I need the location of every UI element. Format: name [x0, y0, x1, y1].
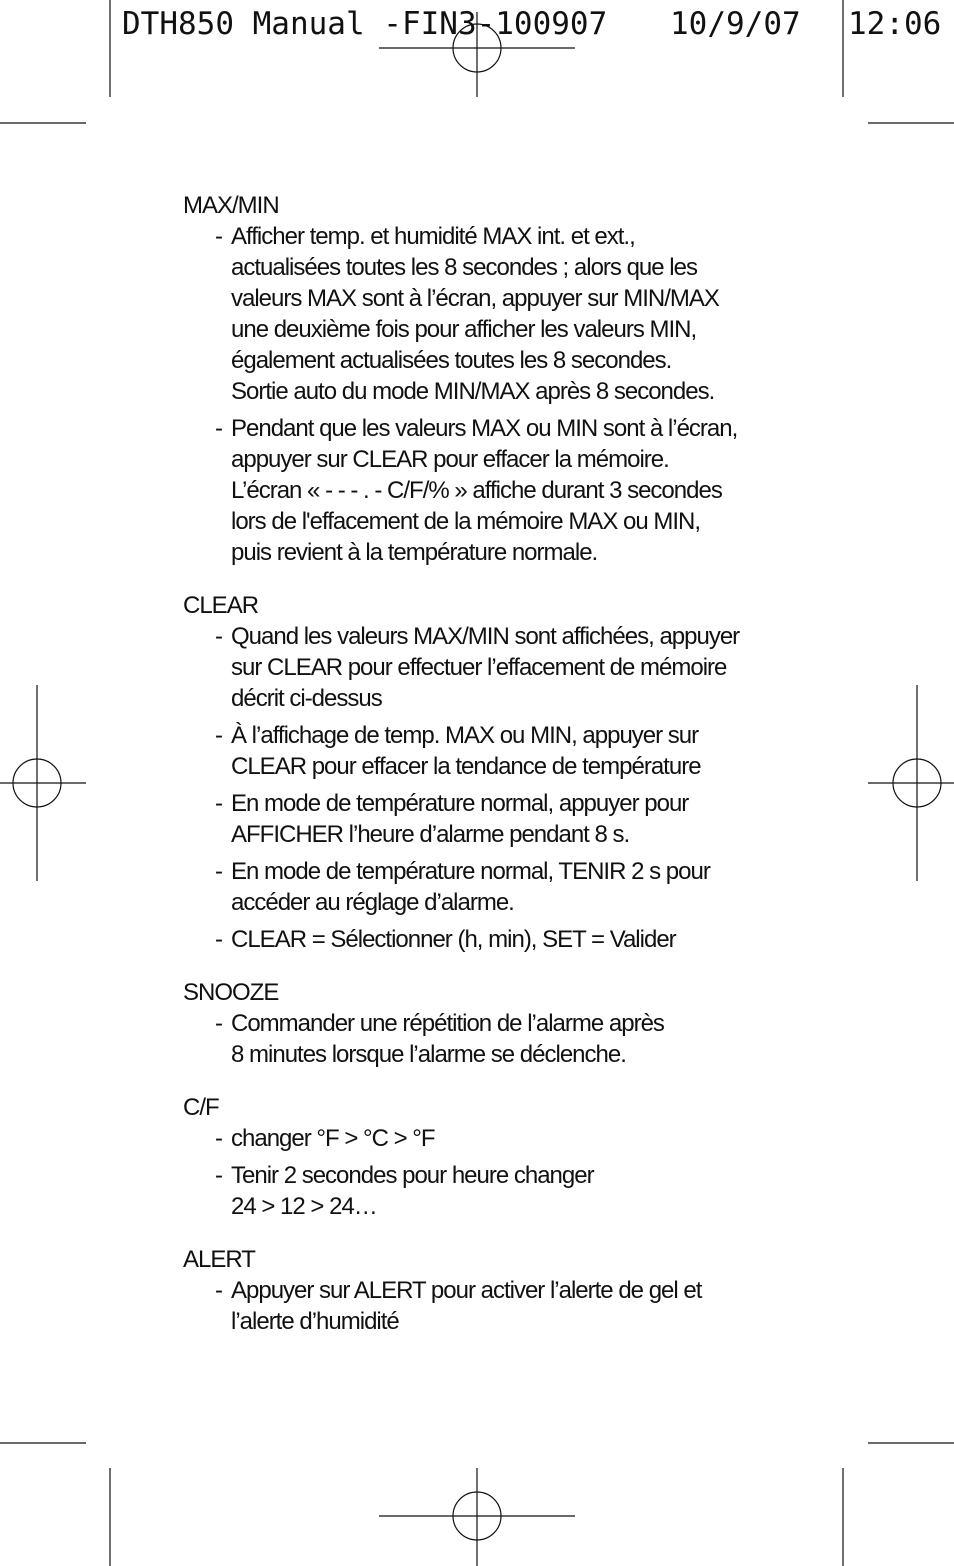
list-item-text: À l’affichage de temp. MAX ou MIN, appuyer sur CLEAR pour effacer la tendance de température [231, 722, 701, 780]
list-item [183, 1123, 823, 1154]
bullet-dash: - [215, 722, 222, 749]
bullet-dash: - [215, 1277, 222, 1304]
section-max-min [183, 190, 823, 568]
list-item-text: Commander une répétition de l’alarme après 8 minutes lorsque l’alarme se déclenche. [231, 1010, 664, 1068]
bullet-dash: - [215, 223, 222, 250]
bullet-dash: - [215, 858, 222, 885]
header-title: DTH850 Manual -FIN3-100907 [122, 6, 608, 42]
manual-content [183, 190, 823, 1359]
registration-mark-top [379, 12, 575, 97]
bullet-dash: - [215, 1162, 222, 1189]
list-item-text: Pendant que les valeurs MAX ou MIN sont à l’écran, appuyer sur CLEAR pour effacer la mémoire. L’écran « - - - . - C/F/% » affiche durant 3 secondes lors de l'effacement de la mémoire MAX ou MIN, puis revient à la température normale. [231, 415, 738, 566]
list-item [183, 720, 823, 782]
bullet-dash: - [215, 415, 222, 442]
header-time: 12:06 [848, 6, 942, 42]
section-title: SNOOZE [183, 979, 279, 1006]
bullet-dash: - [215, 623, 222, 650]
list-item [183, 221, 823, 407]
section-c-f [183, 1092, 823, 1222]
list-item [183, 924, 823, 955]
section-alert [183, 1244, 823, 1337]
list-item-text: Appuyer sur ALERT pour activer l’alerte de gel et l’alerte d’humidité [231, 1277, 702, 1335]
list-item [183, 1008, 823, 1070]
list-item-text: CLEAR = Sélectionner (h, min), SET = Valider [231, 926, 676, 953]
list-item [183, 1160, 823, 1222]
section-title: ALERT [183, 1246, 255, 1273]
list-item [183, 1275, 823, 1337]
section-title: CLEAR [183, 592, 259, 619]
list-item-text: Quand les valeurs MAX/MIN sont affichées, appuyer sur CLEAR pour effectuer l’effacement de mémoire décrit ci-dessus [231, 623, 740, 712]
list-item [183, 413, 823, 568]
list-item-text: Tenir 2 secondes pour heure changer 24 > 12 > 24… [231, 1162, 594, 1220]
list-item-text: En mode de température normal, TENIR 2 s pour accéder au réglage d’alarme. [231, 858, 710, 916]
list-item-text: changer °F > °C > °F [231, 1125, 435, 1152]
bullet-dash: - [215, 1125, 222, 1152]
registration-mark-bottom [379, 1468, 575, 1566]
list-item [183, 621, 823, 714]
section-title: MAX/MIN [183, 192, 279, 219]
bullet-dash: - [215, 790, 222, 817]
list-item [183, 856, 823, 918]
section-title: C/F [183, 1094, 219, 1121]
registration-mark-left [0, 685, 86, 881]
header-date: 10/9/07 [670, 6, 801, 42]
list-item [183, 788, 823, 850]
bullet-dash: - [215, 1010, 222, 1037]
list-item-text: En mode de température normal, appuyer pour AFFICHER l’heure d’alarme pendant 8 s. [231, 790, 689, 848]
section-clear [183, 590, 823, 955]
list-item-text: Afficher temp. et humidité MAX int. et ext., actualisées toutes les 8 secondes ; alors que les valeurs MAX sont à l’écran, appuyer sur MIN/MAX une deuxième fois pour afficher les valeurs MIN, également actualisées toutes les 8 secondes. Sortie auto du mode MIN/MAX après 8 secondes. [231, 223, 719, 405]
section-snooze [183, 977, 823, 1070]
bullet-dash: - [215, 926, 222, 953]
registration-mark-right [868, 685, 954, 881]
